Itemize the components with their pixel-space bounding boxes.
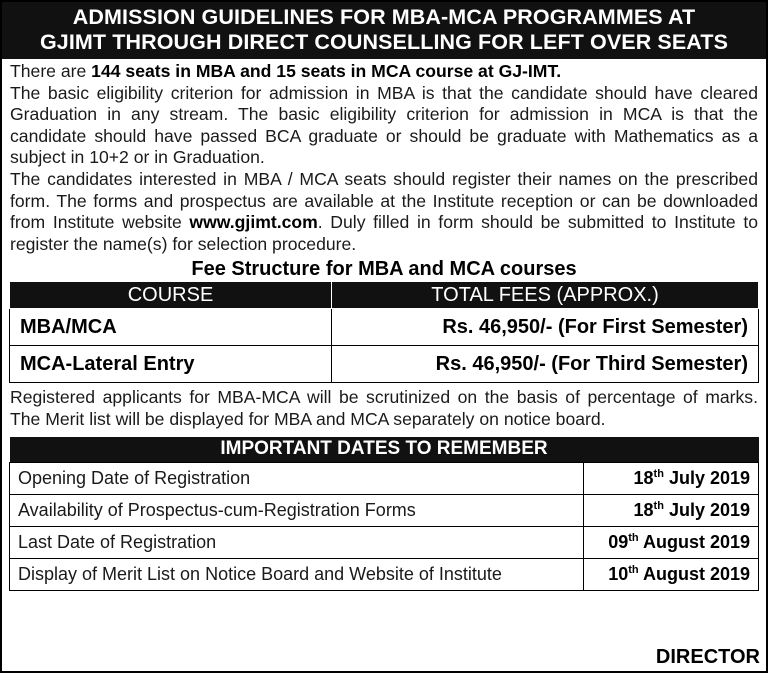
fee-table-header: [10, 282, 759, 309]
date-cell: [584, 558, 759, 590]
seats-prefix: There are: [10, 61, 92, 81]
date-suffix: th: [653, 467, 664, 480]
director-signature: DIRECTOR: [655, 646, 760, 668]
seats-count: 144 seats in MBA and 15 seats in MCA course at GJ-IMT.: [91, 61, 562, 81]
important-dates-table: [9, 437, 759, 591]
date-suffix: th: [628, 563, 639, 576]
date-cell: [584, 462, 759, 494]
event-cell: Display of Merit List on Notice Board and Website of Institute: [10, 558, 584, 590]
date-day: 10: [608, 563, 629, 584]
fee-structure-title: Fee Structure for MBA and MCA courses: [191, 258, 577, 281]
table-row: [10, 309, 759, 346]
column-header-fees: TOTAL FEES (APPROX.): [332, 282, 759, 309]
date-month-year: August 2019: [638, 531, 750, 552]
website-link[interactable]: www.gjimt.com: [189, 212, 318, 233]
registration-text: The candidates interested in MBA / MCA seats should register their names on the prescribed form. The forms and prospectus are available at the Institute reception or can be downloaded from Institute website: [10, 168, 758, 233]
dates-table-header: [10, 437, 759, 463]
table-row: [10, 346, 759, 383]
table-row: [10, 526, 759, 558]
date-cell: [584, 526, 759, 558]
fee-table: [9, 281, 759, 383]
header-line-1: ADMISSION GUIDELINES FOR MBA-MCA PROGRAMMES AT: [72, 5, 696, 29]
seats-paragraph: [10, 61, 758, 83]
date-suffix: th: [628, 531, 639, 544]
date-cell: [584, 494, 759, 526]
important-dates-title: IMPORTANT DATES TO REMEMBER: [10, 437, 759, 463]
table-row: [10, 558, 759, 590]
fee-cell: Rs. 46,950/- (For First Semester): [332, 309, 759, 346]
date-day: 18: [633, 467, 654, 488]
header-line-2: GJIMT THROUGH DIRECT COUNSELLING FOR LEFT OVER SEATS: [39, 30, 729, 54]
merit-note: Registered applicants for MBA-MCA will be scrutinized on the basis of percentage of marks. The Merit list will be displayed for MBA and MCA separately on notice board.: [10, 387, 758, 429]
notice-header: [2, 2, 766, 59]
table-row: [10, 494, 759, 526]
intro-section: [2, 59, 766, 255]
registration-paragraph: [10, 169, 758, 255]
date-suffix: th: [653, 499, 664, 512]
event-cell: Last Date of Registration: [10, 526, 584, 558]
fee-cell: Rs. 46,950/- (For Third Semester): [332, 346, 759, 383]
date-month-year: August 2019: [638, 563, 750, 584]
registration-text-end: . Duly filled in form should be submitted to Institute to register the name(s) for selection procedure.: [10, 212, 758, 254]
course-cell: MCA-Lateral Entry: [10, 346, 332, 383]
date-day: 09: [608, 531, 629, 552]
date-month-year: July 2019: [663, 467, 750, 488]
eligibility-paragraph: The basic eligibility criterion for admission in MBA is that the candidate should have cleared Graduation in any stream. The basic eligibility criterion for admission in MCA is that the candidate should have passed BCA graduate or should be graduate with Mathematics as a subject in 10+2 or in Graduation.: [10, 82, 758, 168]
date-day: 18: [633, 499, 654, 520]
column-header-course: COURSE: [10, 282, 332, 309]
date-month-year: July 2019: [663, 499, 750, 520]
table-row: [10, 462, 759, 494]
event-cell: Opening Date of Registration: [10, 462, 584, 494]
event-cell: Availability of Prospectus-cum-Registration Forms: [10, 494, 584, 526]
course-cell: MBA/MCA: [10, 309, 332, 346]
